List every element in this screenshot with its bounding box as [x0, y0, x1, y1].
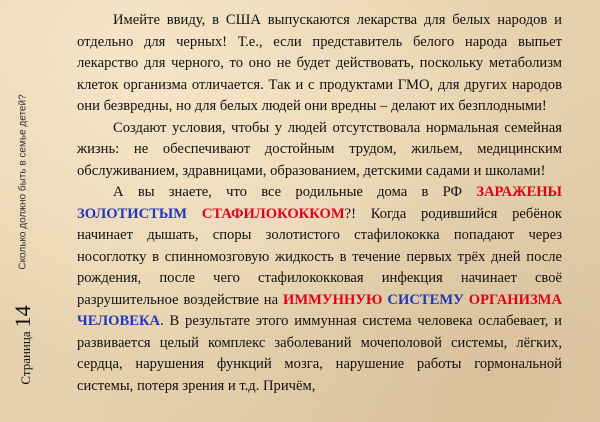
- highlight-organism: ОРГАНИЗМА: [468, 291, 562, 308]
- highlight-human: ЧЕЛОВЕКА: [77, 313, 161, 329]
- paragraph-conditions: Создают условия, чтобы у людей отсутствовала нормальная семейная жизнь: не обеспечивают достойным трудом, жильем, медицинским обслуживанием, здравницами, образованием, детскими садами и школами!: [77, 119, 562, 179]
- page-word: Страница: [18, 331, 33, 385]
- page-sidebar: [0, 0, 46, 422]
- text-run: . В результате этого иммунная система человека ослабевает, и развивается целый комплекс заболеваний мочеполовой системы, лёгких, сердца, нарушения функций мозга, нарушение работы гормональной системы, потеря зрения и т.д. Причём,: [77, 313, 562, 394]
- text-run: [187, 206, 202, 222]
- text-run: ?! Когда родившийся ребёнок начинает дышать, споры золотистого стафилококка попадают через носоглотку в спинномозговую жидкость в течение первых трёх дней после рождения, после чего стафилококковая инфекция начинает своё разрушительное воздействие на: [77, 205, 562, 308]
- page-number-label: [10, 305, 36, 384]
- highlight-system: СИСТЕМУ: [387, 291, 464, 308]
- text-run: А вы знаете, что все родильные дома в РФ: [113, 184, 477, 200]
- paragraph-gmo: Имейте ввиду, в США выпускаются лекарства для белых народов и отдельно для черных! Т.е., если представитель белого народа выпьет лекарство для черного, то оно не будет действовать, поскольку метаболизм клеток организма отличается. Так и с продуктами ГМО, для других народов они безвредны, но для белых людей они вредны – делают их безплодными!: [77, 12, 562, 114]
- highlight-infected: ЗАРАЖЕНЫ: [476, 184, 562, 200]
- paragraph-maternity: [77, 182, 562, 397]
- highlight-immune: ИММУННУЮ: [283, 291, 383, 308]
- page-body: [77, 10, 562, 397]
- highlight-golden: ЗОЛОТИСТЫМ: [77, 205, 188, 222]
- page-number: 14: [10, 305, 35, 328]
- sidebar-title: Сколько должно быть в семье детей?: [17, 94, 29, 270]
- highlight-staphylococcus: СТАФИЛОКОККОМ: [201, 205, 345, 222]
